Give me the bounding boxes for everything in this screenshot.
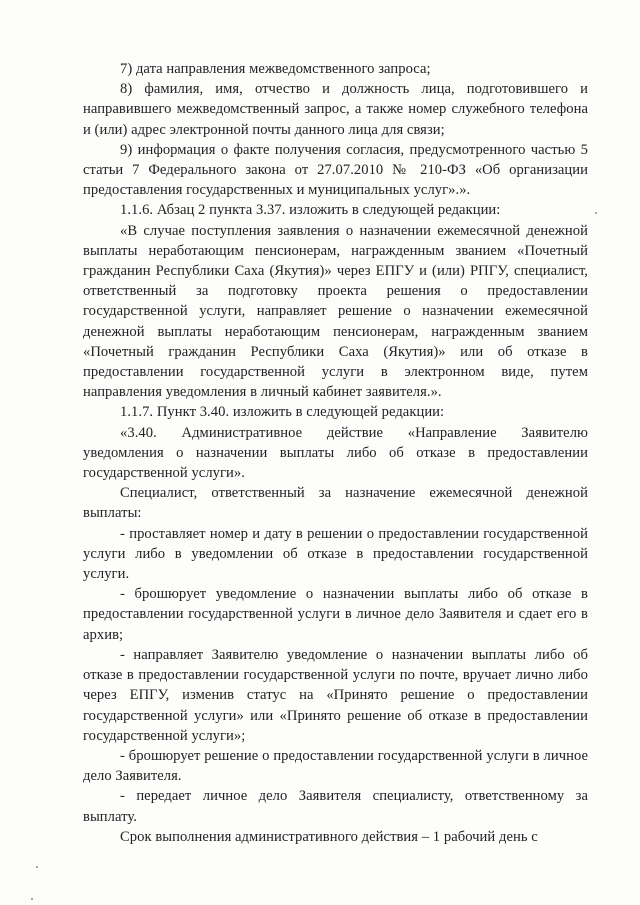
bullet-archive: - брошюрует уведомление о назначении выплаты либо об отказе в предоставлении государственной услуги в личное дело Заявителя и сдает его в архив; <box>83 586 588 643</box>
clause-1-1-6-heading: 1.1.6. Абзац 2 пункта 3.37. изложить в следующей редакции: <box>120 202 501 219</box>
specialist-intro: Специалист, ответственный за назначение ежемесячной денежной выплаты: <box>83 485 588 522</box>
bullet-bind-decision: - брошюрует решение о предоставлении государственной услуги в личное дело Заявителя. <box>83 747 588 785</box>
scan-speck <box>36 866 38 868</box>
scan-speck <box>31 898 33 900</box>
bullet-stamp-number: - проставляет номер и дату в решении о предоставлении государственной услуги либо в уведомлении об отказе в предоставлении государственной услуги. <box>83 525 588 583</box>
document-body <box>83 59 588 847</box>
list-item-9: 9) информация о факте получения согласия, предусмотренного частью 5 статьи 7 Федерального закона от 27.07.2010 № 210-ФЗ «Об организации предоставления государственных и муниципальных услуг».». <box>83 141 588 199</box>
clause-3-40-title: «3.40. Административное действие «Направление Заявителю уведомления о назначении выплаты либо об отказе в предоставлении государственной услуги». <box>83 424 588 482</box>
clause-1-1-6-text: «В случае поступления заявления о назначении ежемесячной денежной выплаты неработающим пенсионерам, награжденным званием «Почетный гражданин Республики Саха (Якутия)» через ЕПГУ и (или) РПГУ, специалист, ответственный за подготовку проекта решения о предоставлении государственной услуги, направляет решение о назначении ежемесячной денежной выплаты неработающим пенсионерам, награжденным званием «Почетный гражданин Республики Саха (Якутия)» или об отказе в предоставлении государственной услуги в электронном виде, путем направления уведомления в личный кабинет заявителя.». <box>83 222 588 401</box>
bullet-transfer-file: - передает личное дело Заявителя специалисту, ответственному за выплату. <box>83 788 588 825</box>
bullet-send-notice: - направляет Заявителю уведомление о назначении выплаты либо об отказе в предоставлении государственной услуги по почте, вручает лично либо через ЕПГУ, изменив статус на «Принято решение о предоставлении государственной услуги» или «Принято решение об отказе в предоставлении государственной услуги»; <box>83 646 588 744</box>
clause-1-1-7-heading: 1.1.7. Пункт 3.40. изложить в следующей редакции: <box>120 404 445 421</box>
list-item-7: 7) дата направления межведомственного запроса; <box>120 61 431 77</box>
list-item-8: 8) фамилия, имя, отчество и должность лица, подготовившего и направившего межведомственный запрос, а также номер служебного телефона и (или) адрес электронной почты данного лица для связи; <box>83 81 588 138</box>
deadline-text: Срок выполнения административного действия – 1 рабочий день с <box>120 828 538 845</box>
scan-speck <box>595 212 597 214</box>
